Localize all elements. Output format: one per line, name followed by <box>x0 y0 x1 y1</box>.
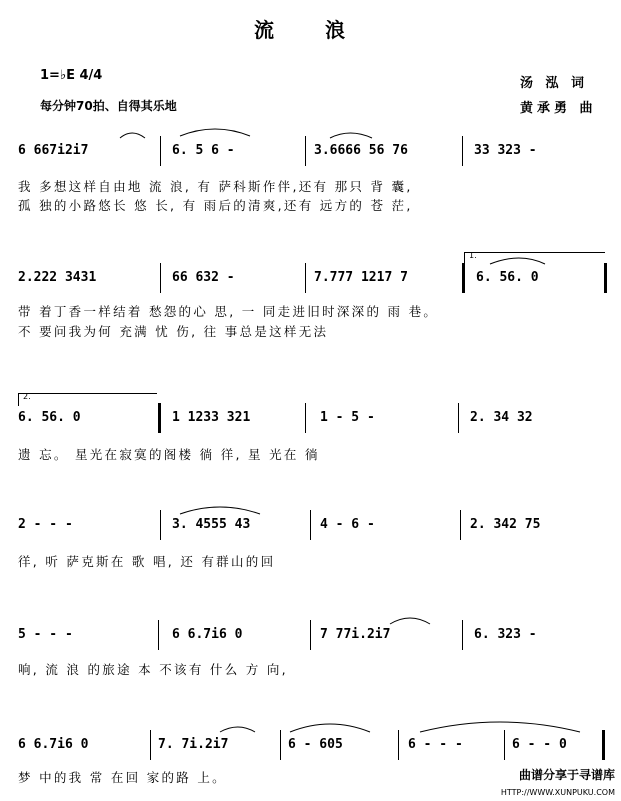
song-title: 流 浪 <box>254 18 367 42</box>
measure: 3. 4555 43 <box>172 517 251 532</box>
lyric-line: 孤 独的小路悠长 悠 长, 有 雨后的清爽,还有 远方的 苍 茫, <box>18 198 413 213</box>
measure: 2.222 3431 <box>18 270 97 285</box>
lyric-line: 梦 中的我 常 在回 家的路 上。 <box>18 770 227 785</box>
key-signature: 1=♭E 4/4 <box>40 68 103 83</box>
composer-credit: 黄承勇 曲 <box>520 101 597 116</box>
lyricist-credit: 汤 泓 词 <box>520 76 589 91</box>
measure: 3.6666 56 76 <box>314 143 408 158</box>
measure: 6 - 605 <box>288 737 343 752</box>
volta-label: 2. <box>23 392 31 401</box>
measure: 66 632 - <box>172 270 235 285</box>
measure: 4 - 6 - <box>320 517 375 532</box>
volta-label: 1. <box>469 251 477 260</box>
watermark-site: 曲谱分享于寻谱库 <box>518 768 615 782</box>
measure: 7 77i.2i7 <box>320 627 391 642</box>
measure: 6. 56. 0 <box>476 270 539 285</box>
measure: 6 - - 0 <box>512 737 567 752</box>
measure: 7.777 1217 7 <box>314 270 408 285</box>
lyric-line: 不 要问我为何 充满 忧 伤, 往 事总是这样无法 <box>18 324 329 339</box>
lyric-line: 响, 流 浪 的旅途 本 不该有 什么 方 向, <box>18 662 288 677</box>
measure: 6 667i2i7 <box>18 143 89 158</box>
measure: 6. 323 - <box>474 627 537 642</box>
lyric-line: 遗 忘。 星光在寂寞的阁楼 徜 徉, 星 光在 徜 <box>18 447 320 462</box>
lyric-line: 带 着丁香一样结着 愁怨的心 思, 一 同走进旧时深深的 雨 巷。 <box>18 304 439 319</box>
measure: 6 6.7i6 0 <box>18 737 89 752</box>
measure: 1 - 5 - <box>320 410 375 425</box>
measure: 6. 5 6 - <box>172 143 235 158</box>
measure: 6 6.7i6 0 <box>172 627 243 642</box>
measure: 6 - - - <box>408 737 463 752</box>
measure: 2 - - - <box>18 517 73 532</box>
watermark-url: HTTP://WWW.XUNPUKU.COM <box>500 788 615 797</box>
measure: 5 - - - <box>18 627 73 642</box>
measure: 2. 342 75 <box>470 517 541 532</box>
measure: 1 1233 321 <box>172 410 251 425</box>
measure: 33 323 - <box>474 143 537 158</box>
measure: 7. 7i.2i7 <box>158 737 229 752</box>
measure: 6. 56. 0 <box>18 410 81 425</box>
measure: 2. 34 32 <box>470 410 533 425</box>
lyric-line: 徉, 听 萨克斯在 歌 唱, 还 有群山的回 <box>18 554 276 569</box>
lyric-line: 我 多想这样自由地 流 浪, 有 萨科斯作伴,还有 那只 背 囊, <box>18 179 413 194</box>
tempo-marking: 每分钟70拍、自得其乐地 <box>40 99 177 113</box>
